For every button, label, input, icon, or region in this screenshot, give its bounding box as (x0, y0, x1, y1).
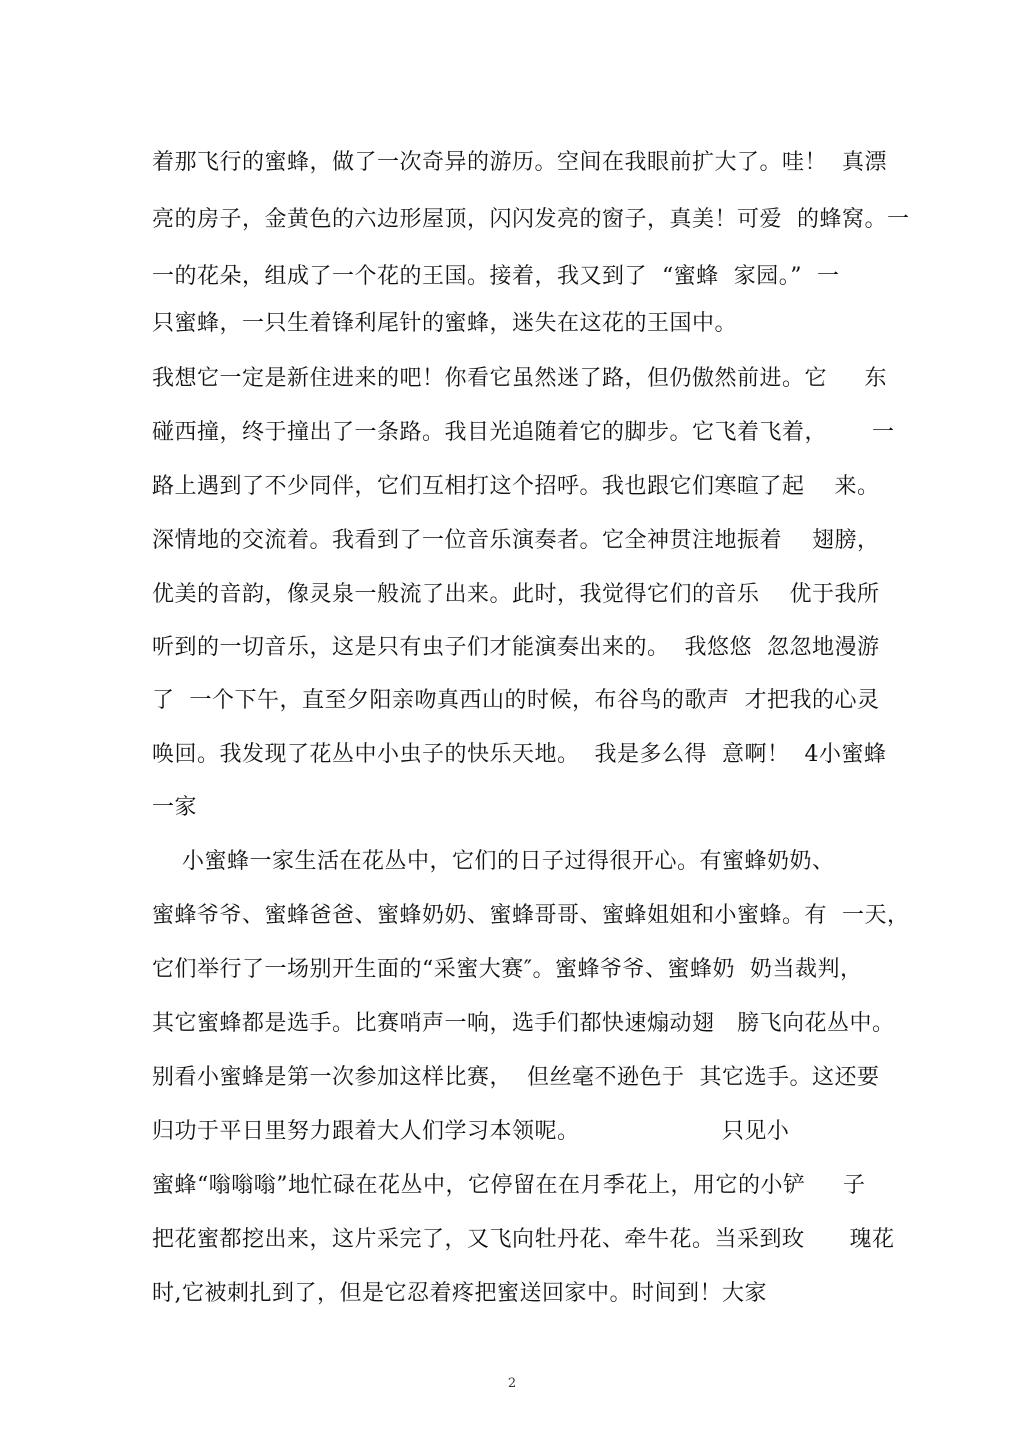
text-line: 只蜜蜂，一只生着锋利尾针的蜜蜂，迷失在这花的王国中。 (152, 311, 738, 336)
text-line: 小蜜蜂一家生活在花丛中，它们的日子过得很开心。有蜜蜂奶奶、 (152, 849, 835, 874)
text-line: 优美的音韵，像灵泉一般流了出来。此时，我觉得它们的音乐 优于我所 (152, 582, 880, 607)
text-line: 其它蜜蜂都是选手。比赛哨声一响，选手们都快速煽动翅 膀飞向花丛中。 (152, 1011, 895, 1036)
text-line: 一家 (152, 795, 198, 820)
text-line: 深情地的交流着。我看到了一位音乐演奏者。它全神贯注地振着 翅膀， (152, 528, 880, 553)
text-line: 了 一个下午，直至夕阳亲吻真西山的时候，布谷鸟的歌声 才把我的心灵 (152, 688, 880, 713)
text-line: 别看小蜜蜂是第一次参加这样比赛， 但丝毫不逊色于 其它选手。这还要 (152, 1065, 880, 1090)
text-line: 唤回。我发现了花丛中小虫子的快乐天地。 我是多么得 意啊！ 4小蜜蜂 (152, 742, 887, 767)
text-line: 亮的房子，金黄色的六边形屋顶，闪闪发亮的窗子，真美！可爱 的蜂窝。一 (152, 207, 910, 232)
text-line: 路上遇到了不少同伴，它们互相打这个招呼。我也跟它们寒暄了起 来。 (152, 474, 880, 499)
text-line: 碰西撞，终于撞出了一条路。我目光追随着它的脚步。它飞着飞着， 一 (152, 420, 895, 445)
text-line: 听到的一切音乐，这是只有虫子们才能演奏出来的。 我悠悠 忽忽地漫游 (152, 635, 880, 660)
text-line: 着那飞行的蜜蜂，做了一次奇异的游历。空间在我眼前扩大了。哇！ 真漂 (152, 150, 887, 175)
text-line: 它们举行了一场别开生面的“采蜜大赛″。蜜蜂爷爷、蜜蜂奶 奶当裁判， (152, 957, 863, 982)
page-number: 2 (507, 1376, 517, 1391)
text-line: 我想它一定是新住进来的吧！你看它虽然迷了路，但仍傲然前进。它 东 (152, 366, 887, 391)
text-line: 归功于平日里努力跟着大人们学习本领呢。 只见小 (152, 1119, 790, 1144)
text-line: 把花蜜都挖出来，这片采完了，又飞向牡丹花、牵牛花。当采到玫 瑰花 (152, 1227, 895, 1252)
text-line: 蜜蜂爷爷、蜜蜂爸爸、蜜蜂奶奶、蜜蜂哥哥、蜜蜂姐姐和小蜜蜂。有 一天， (152, 903, 910, 928)
text-line: 蜜蜂“嗡嗡嗡”地忙碌在花丛中，它停留在在月季花上，用它的小铲 子 (152, 1173, 866, 1198)
text-line: 一的花朵，组成了一个花的王国。接着，我又到了 “蜜蜂 家园。” 一 (152, 264, 840, 289)
text-line: 时,它被刺扎到了，但是它忍着疼把蜜送回家中。时间到！大家 (152, 1281, 767, 1306)
